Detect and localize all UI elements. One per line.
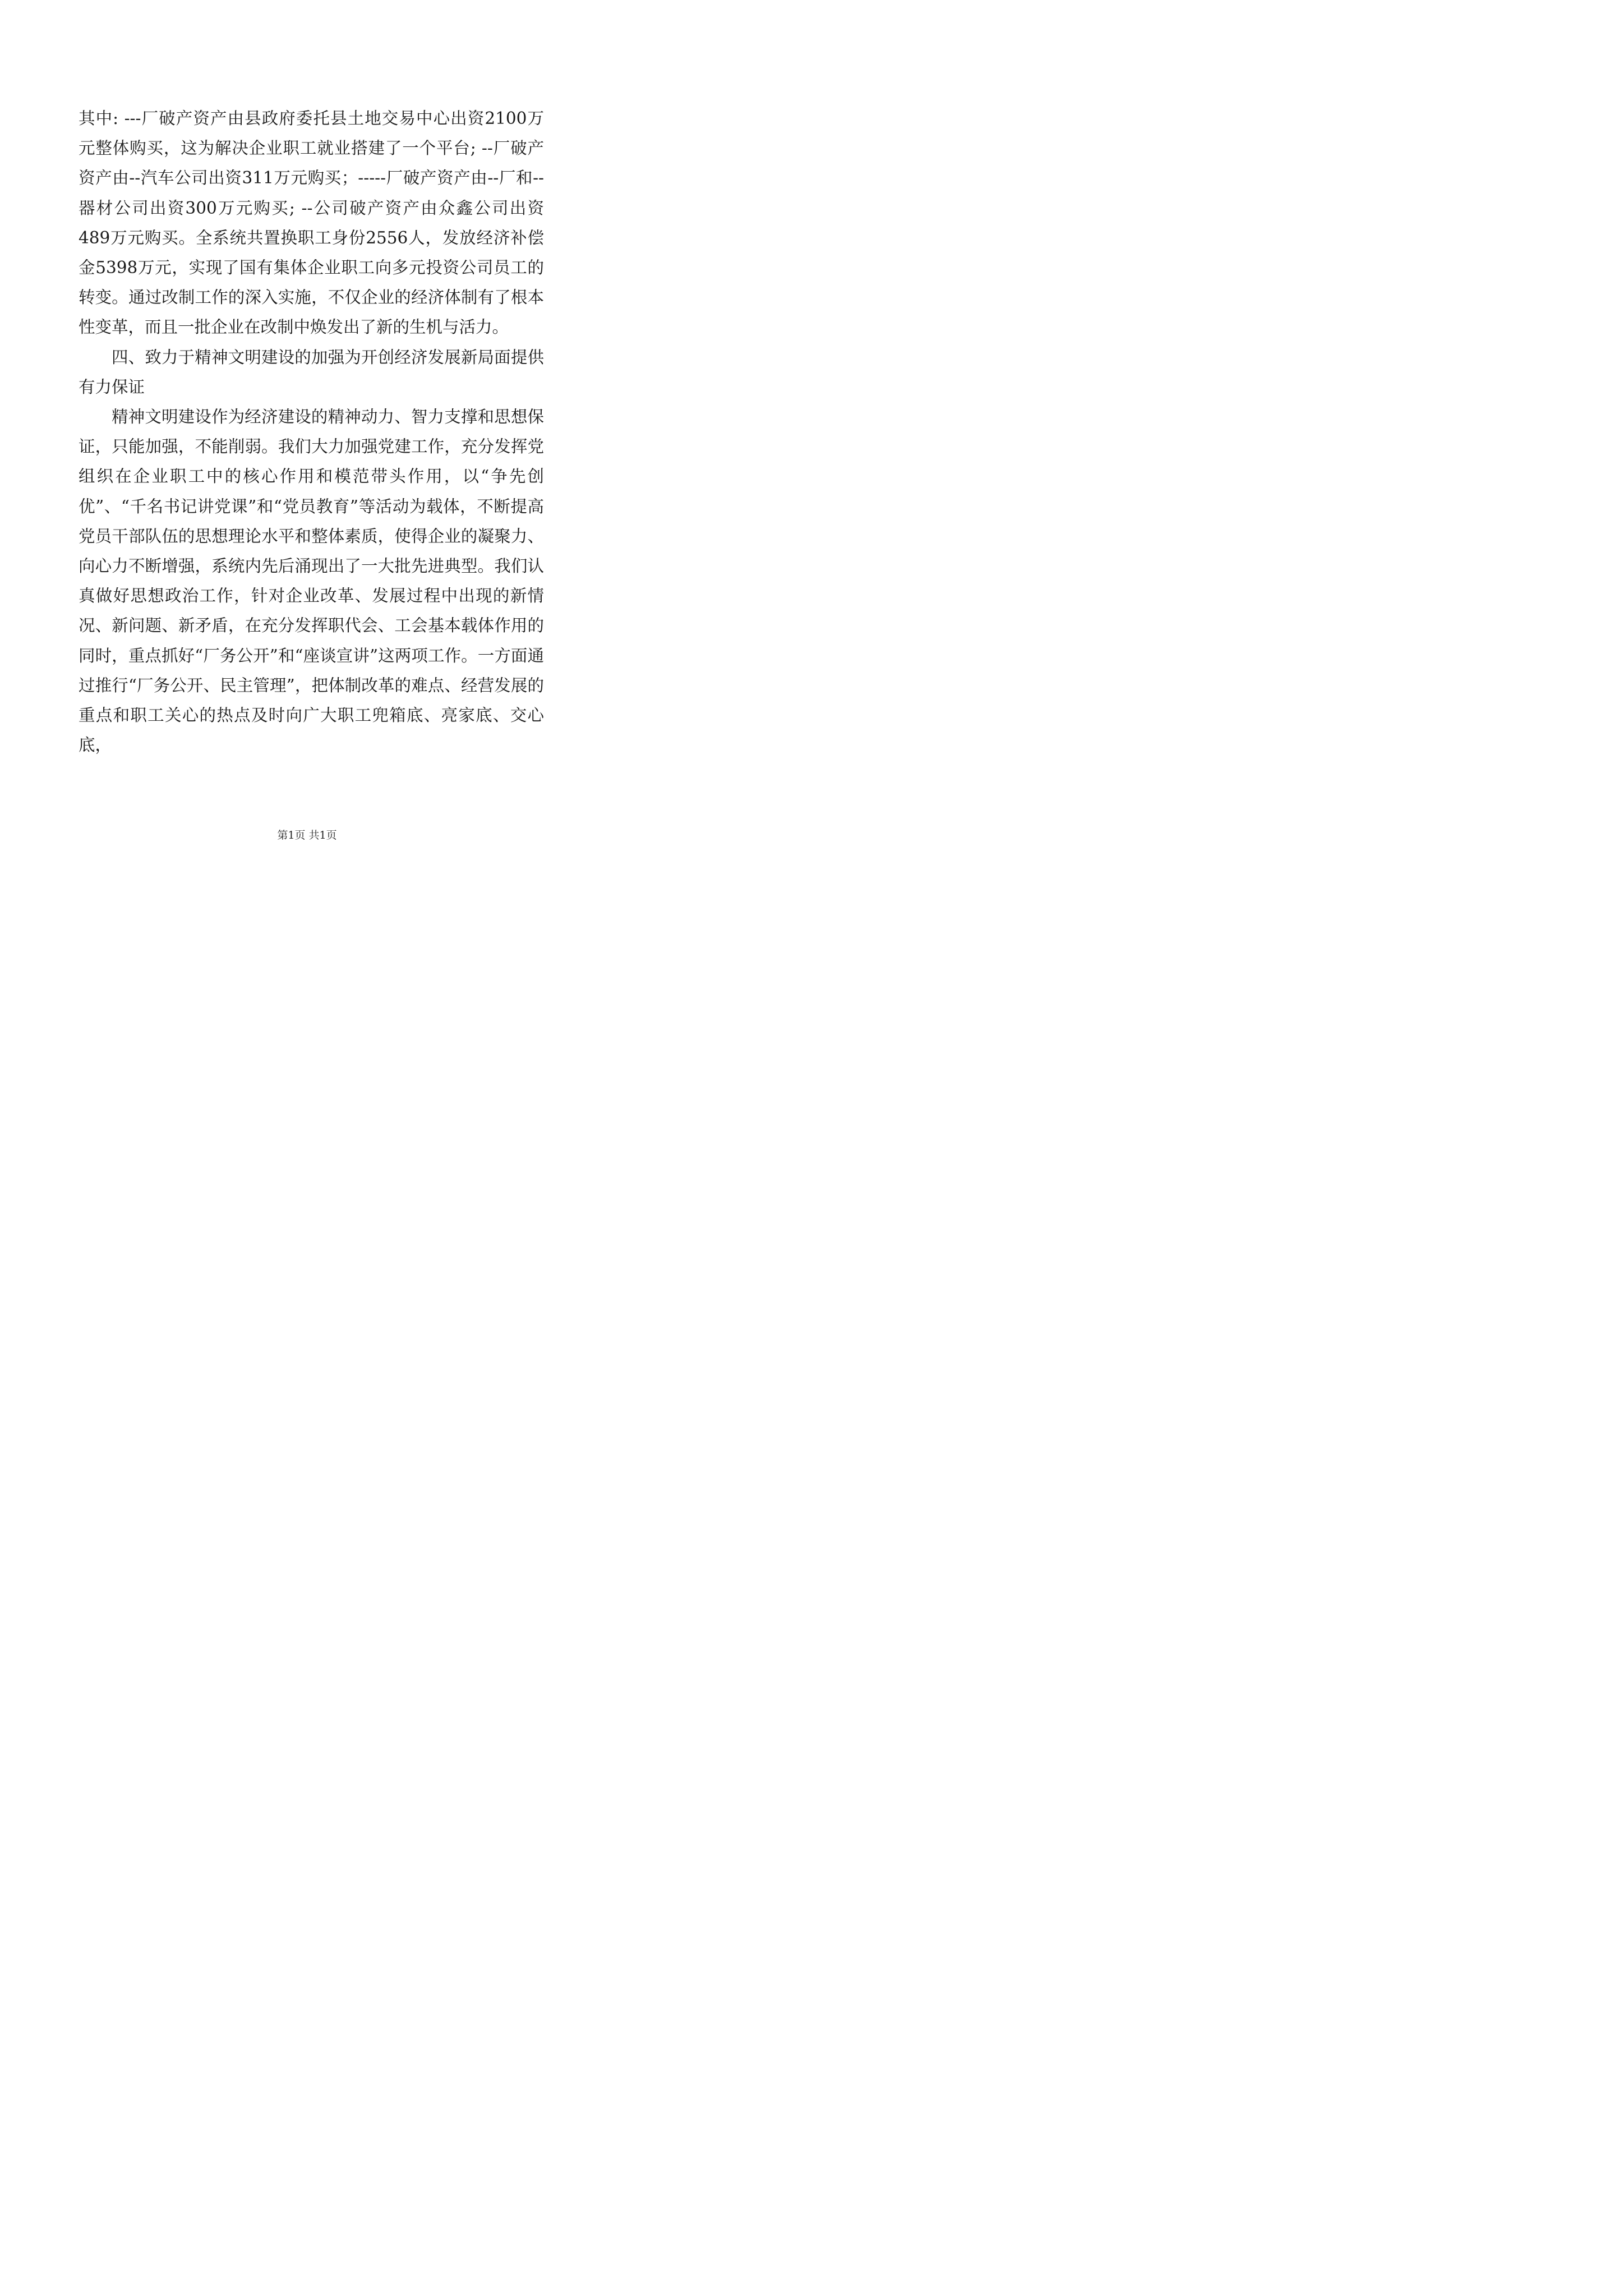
paragraph-spiritual-civilization: 精神文明建设作为经济建设的精神动力、智力支撑和思想保证，只能加强，不能削弱。我们大力加强党建工作，充分发挥党组织在企业职工中的核心作用和模范带头作用，以“争先创优”、“千名书记讲党课”和“党员教育”等活动为载体，不断提高党员干部队伍的思想理论水平和整体素质，使得企业的凝聚力、向心力不断增强，系统内先后涌现出了一大批先进典型。我们认真做好思想政治工作，针对企业改革、发展过程中出现的新情况、新问题、新矛盾，在充分发挥职代会、工会基本载体作用的同时，重点抓好“厂务公开”和“座谈宣讲”这两项工作。一方面通过推行“厂务公开、民主管理”，把体制改革的难点、经营发展的重点和职工关心的热点及时向广大职工兜箱底、亮家底、交心底， (79, 407, 544, 755)
document-page (0, 0, 614, 869)
page-footer: 第1页 共1页 (277, 829, 337, 841)
document-body (79, 104, 544, 760)
section-heading: 四、致力于精神文明建设的加强为开创经济发展新局面提供有力保证 (79, 347, 544, 397)
paragraph-reform-results: 其中: ---厂破产资产由县政府委托县土地交易中心出资2100万元整体购买，这为解决企业职工就业搭建了一个平台; --厂破产资产由--汽车公司出资311万元购买；-----厂破产资产由--厂和--器材公司出资300万元购买; --公司破产资产由众鑫公司出资489万元购买。全系统共置换职工身份2556人，发放经济补偿金5398万元，实现了国有集体企业职工向多元投资公司员工的转变。通过改制工作的深入实施，不仅企业的经济体制有了根本性变革，而且一批企业在改制中焕发出了新的生机与活力。 (79, 109, 544, 337)
